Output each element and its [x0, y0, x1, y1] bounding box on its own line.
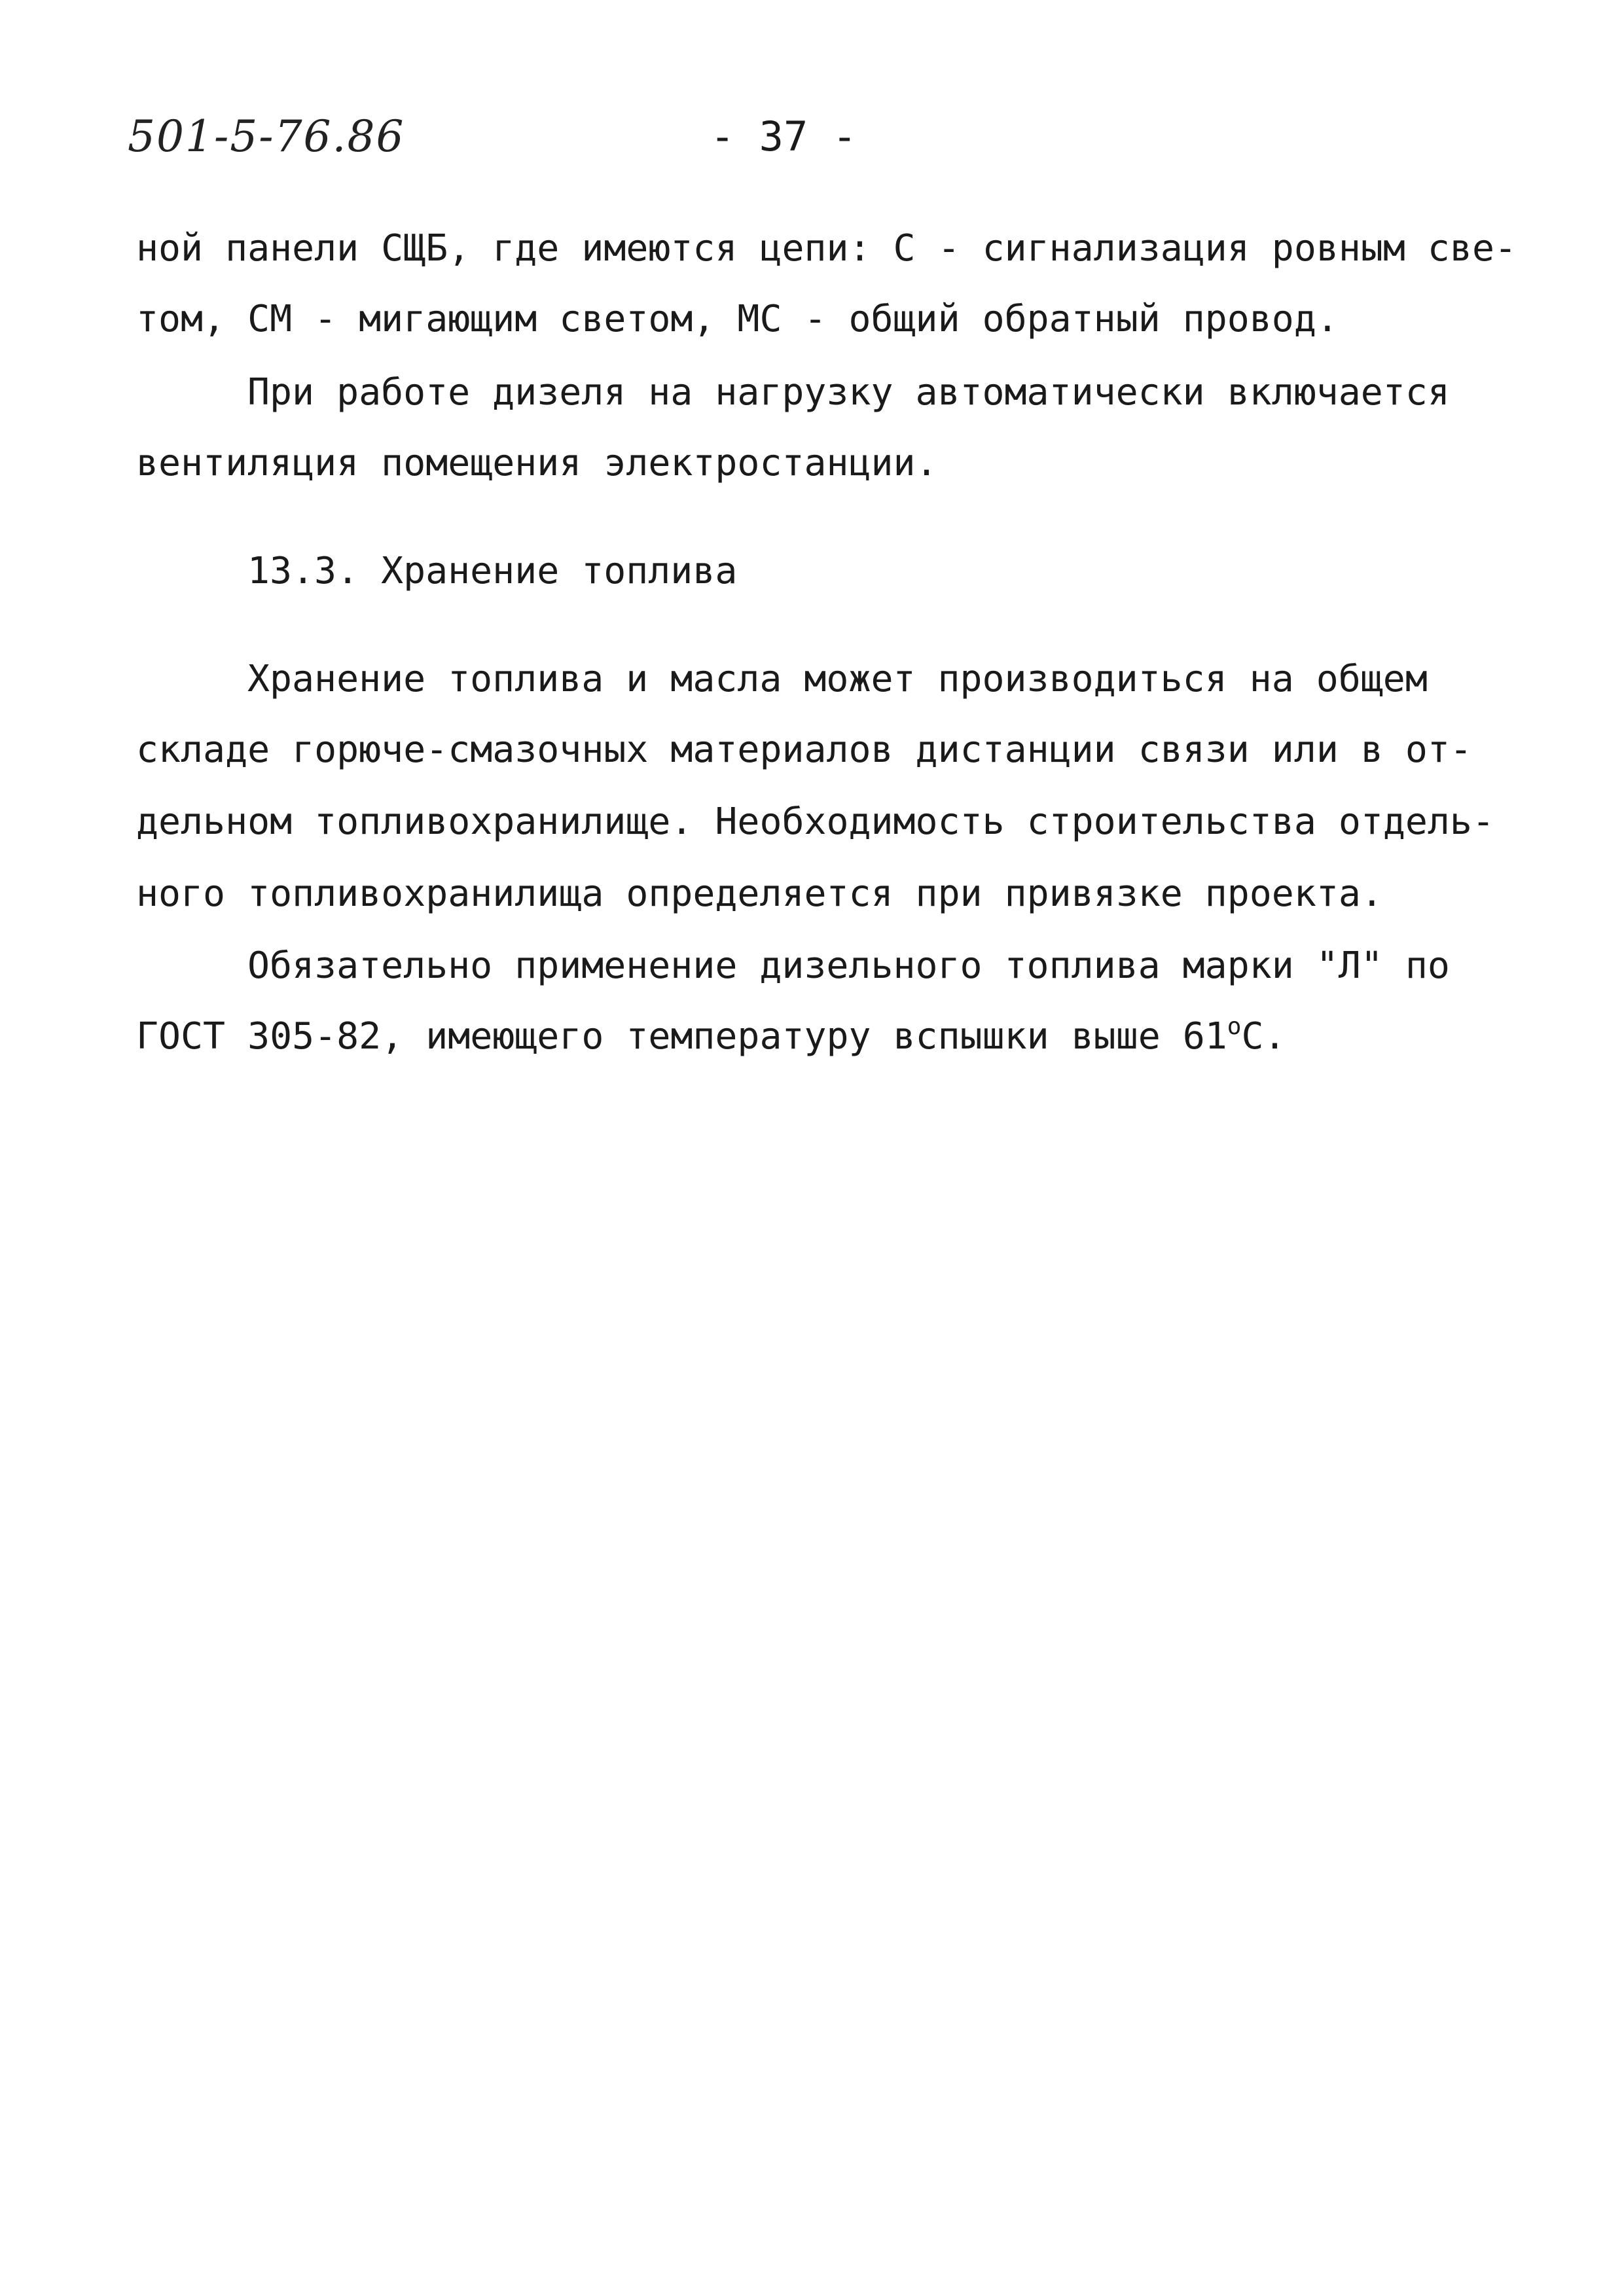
paragraph-line: дельном топливохранилище. Необходимость строительства отдель- [136, 800, 1494, 843]
paragraph-line: Хранение топлива и масла может производиться на общем [247, 658, 1428, 700]
paragraph-line: ной панели СЩБ, где имеются цепи: С - сигнализация ровным све- [136, 227, 1517, 270]
paragraph-line: складе горюче-смазочных материалов дистанции связи или в от- [136, 728, 1472, 771]
paragraph-line-temperature [136, 1013, 1286, 1058]
line-text: ГОСТ 305-82, имеющего температуру вспышки выше 61 [136, 1015, 1227, 1058]
paragraph-line: Обязательно применение дизельного топлива марки "Л" по [247, 944, 1450, 987]
paragraph-line: том, СМ - мигающим светом, МС - общий обратный провод. [136, 298, 1339, 340]
paragraph-line: При работе дизеля на нагрузку автоматически включается [247, 371, 1450, 414]
page-number: - 37 - [710, 113, 857, 160]
paragraph-line: ного топливохранилища определяется при привязке проекта. [136, 872, 1383, 915]
paragraph-line: вентиляция помещения электростанции. [136, 442, 938, 484]
line-text-end: С. [1241, 1015, 1286, 1058]
section-heading: 13.3. Хранение топлива [247, 550, 738, 592]
document-code: 501-5-76.86 [128, 111, 405, 162]
degree-superscript: о [1227, 1013, 1242, 1040]
